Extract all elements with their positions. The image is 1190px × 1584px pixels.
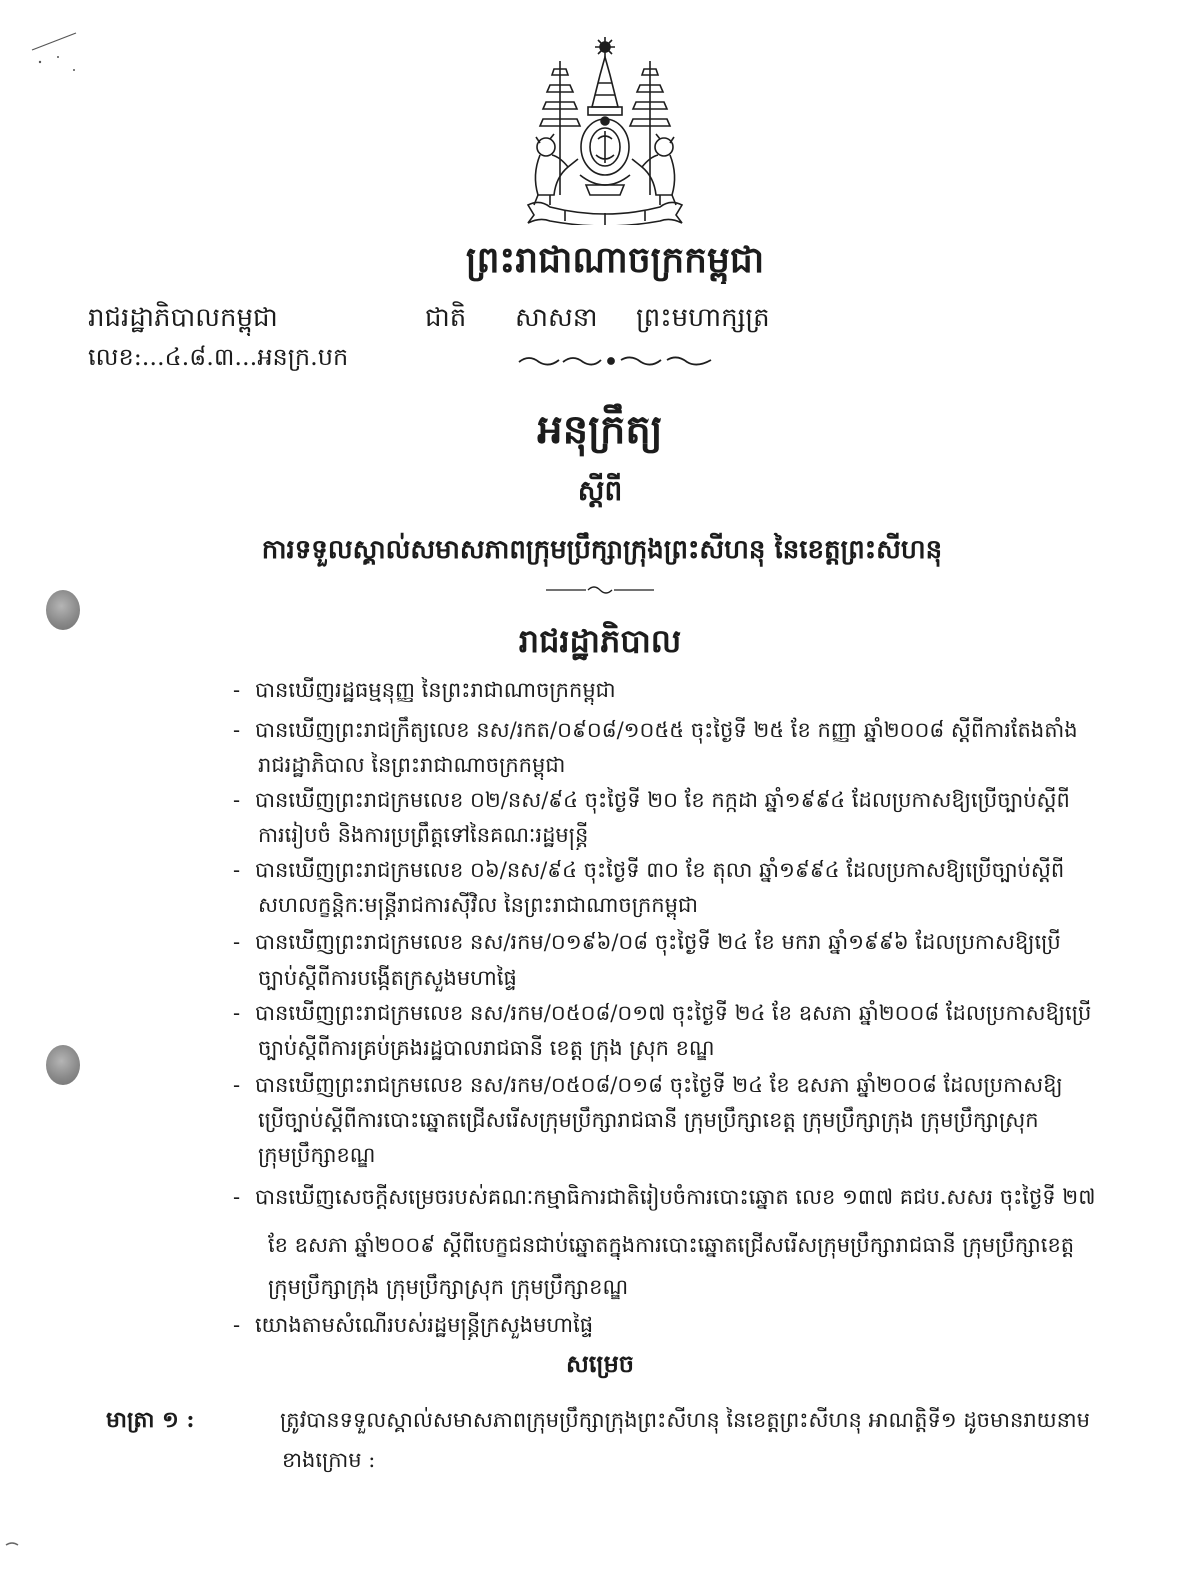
preamble-item: បានឃើញព្រះរាជក្រឹត្យលេខ នស/រកត/០៩០៨/១០៥៥ ចុះថ្ងៃទី ២៥ ខែ កញ្ញា ឆ្នាំ២០០៨ ស្តីពីការតែងតាំង <box>255 718 1078 742</box>
bullet-marker: - <box>233 858 241 882</box>
preamble-item: បានឃើញរដ្ឋធម្មនុញ្ញ នៃព្រះរាជាណាចក្រកម្ពុជា <box>255 678 616 702</box>
motto-nation: ជាតិ <box>425 303 467 333</box>
title-subject: ការទទួលស្គាល់សមាសភាពក្រុមប្រឹក្សាក្រុងព្រះសីហនុ នៃខេត្តព្រះសីហនុ <box>261 535 943 565</box>
decorative-divider-icon <box>542 583 658 597</box>
bullet-marker: - <box>233 1073 241 1097</box>
kingdom-heading: ព្រះរាជាណាចក្រកម្ពុជា <box>465 239 765 281</box>
reference-number: លេខ:...៤.៨.៣...អនក្រ.បក <box>88 343 349 371</box>
title-about: ស្តីពី <box>577 474 623 507</box>
bullet-marker: - <box>233 930 241 954</box>
motto-king: ព្រះមហាក្សត្រ <box>636 303 770 333</box>
preamble-item-continuation: ក្រុមប្រឹក្សាក្រុង ក្រុមប្រឹក្សាស្រុក ក្រុមប្រឹក្សាខណ្ឌ <box>268 1275 629 1299</box>
document-type-title: អនុក្រឹត្យ <box>537 406 663 453</box>
article-1-text: ត្រូវបានទទួលស្គាល់សមាសភាពក្រុមប្រឹក្សាក្រុងព្រះសីហនុ នៃខេត្តព្រះសីហនុ អាណត្តិទី១ ដូចមានរាយនាម <box>280 1408 1090 1432</box>
bullet-marker: - <box>233 788 241 812</box>
bullet-marker: - <box>233 678 241 702</box>
preamble-item: បានឃើញព្រះរាជក្រមលេខ នស/រកម/០៥០៨/០១៨ ចុះថ្ងៃទី ២៤ ខែ ឧសភា ឆ្នាំ២០០៨ ដែលប្រកាសឱ្យ <box>255 1073 1063 1097</box>
preamble-item-continuation: ក្រុមប្រឹក្សាខណ្ឌ <box>258 1143 376 1167</box>
bullet-marker: - <box>233 718 241 742</box>
preamble-item: បានឃើញព្រះរាជក្រមលេខ នស/រកម/០៥០៨/០១៧ ចុះថ្ងៃទី ២៤ ខែ ឧសភា ឆ្នាំ២០០៨ ដែលប្រកាសឱ្យប្រើ <box>255 1001 1092 1025</box>
preamble-item: យោងតាមសំណើរបស់រដ្ឋមន្ត្រីក្រសួងមហាផ្ទៃ <box>255 1313 594 1337</box>
article-1-label: មាត្រា ១ : <box>106 1407 195 1433</box>
decorative-divider-icon <box>515 350 715 372</box>
preamble-item: បានឃើញសេចក្តីសម្រេចរបស់គណៈកម្មាធិការជាតិរៀបចំការបោះឆ្នោត លេខ ១៣៧ គជប.សសរ ចុះថ្ងៃទី ២៧ <box>255 1185 1096 1209</box>
issuer-heading: រាជរដ្ឋាភិបាល <box>518 622 682 660</box>
decision-heading: សម្រេច <box>565 1349 635 1378</box>
scan-mark <box>0 1535 40 1555</box>
preamble-item: បានឃើញព្រះរាជក្រមលេខ ០៦/នស/៩៤ ចុះថ្ងៃទី ៣០ ខែ តុលា ឆ្នាំ១៩៩៤ ដែលប្រកាសឱ្យប្រើច្បាប់ស្តីពី <box>255 858 1065 882</box>
royal-coat-of-arms-icon <box>510 35 700 225</box>
preamble-item: បានឃើញព្រះរាជក្រមលេខ ០២/នស/៩៤ ចុះថ្ងៃទី ២០ ខែ កក្កដា ឆ្នាំ១៩៩៤ ដែលប្រកាសឱ្យប្រើច្បាប់ស្តីពី <box>255 788 1070 812</box>
preamble-item-continuation: សហលក្ខន្តិកៈមន្ត្រីរាជការស៊ីវិល នៃព្រះរាជាណាចក្រកម្ពុជា <box>258 893 698 917</box>
scan-mark <box>0 0 120 90</box>
preamble-item-continuation: ប្រើច្បាប់ស្តីពីការបោះឆ្នោតជ្រើសរើសក្រុមប្រឹក្សារាជធានី ក្រុមប្រឹក្សាខេត្ត ក្រុមប្រឹក្សាក្រុង ក្រុមប្រឹក្សាស្រុក <box>258 1108 1039 1132</box>
preamble-item-continuation: រាជរដ្ឋាភិបាល នៃព្រះរាជាណាចក្រកម្ពុជា <box>258 753 566 777</box>
bullet-marker: - <box>233 1001 241 1025</box>
preamble-item-continuation: ច្បាប់ស្តីពីការគ្រប់គ្រងរដ្ឋបាលរាជធានី ខេត្ត ក្រុង ស្រុក ខណ្ឌ <box>258 1036 715 1060</box>
government-name: រាជរដ្ឋាភិបាលកម្ពុជា <box>88 303 278 333</box>
preamble-item: បានឃើញព្រះរាជក្រមលេខ នស/រកម/០១៩៦/០៨ ចុះថ្ងៃទី ២៤ ខែ មករា ឆ្នាំ១៩៩៦ ដែលប្រកាសឱ្យប្រើ <box>255 930 1061 954</box>
preamble-item-continuation: ខែ ឧសភា ឆ្នាំ២០០៩ ស្តីពីបេក្ខជនជាប់ឆ្នោតក្នុងការបោះឆ្នោតជ្រើសរើសក្រុមប្រឹក្សារាជធានី ក្រុមប្រឹក្សាខេត្ត <box>268 1233 1075 1257</box>
punch-hole-icon <box>46 1045 80 1085</box>
preamble-item-continuation: ការរៀបចំ និងការប្រព្រឹត្តទៅនៃគណៈរដ្ឋមន្ត្រី <box>258 823 589 847</box>
bullet-marker: - <box>233 1313 241 1337</box>
motto-religion: សាសនា <box>515 303 598 333</box>
bullet-marker: - <box>233 1185 241 1209</box>
punch-hole-icon <box>46 590 80 630</box>
article-1-text-continuation: ខាងក្រោម : <box>282 1448 376 1472</box>
preamble-item-continuation: ច្បាប់ស្តីពីការបង្កើតក្រសួងមហាផ្ទៃ <box>258 966 517 990</box>
